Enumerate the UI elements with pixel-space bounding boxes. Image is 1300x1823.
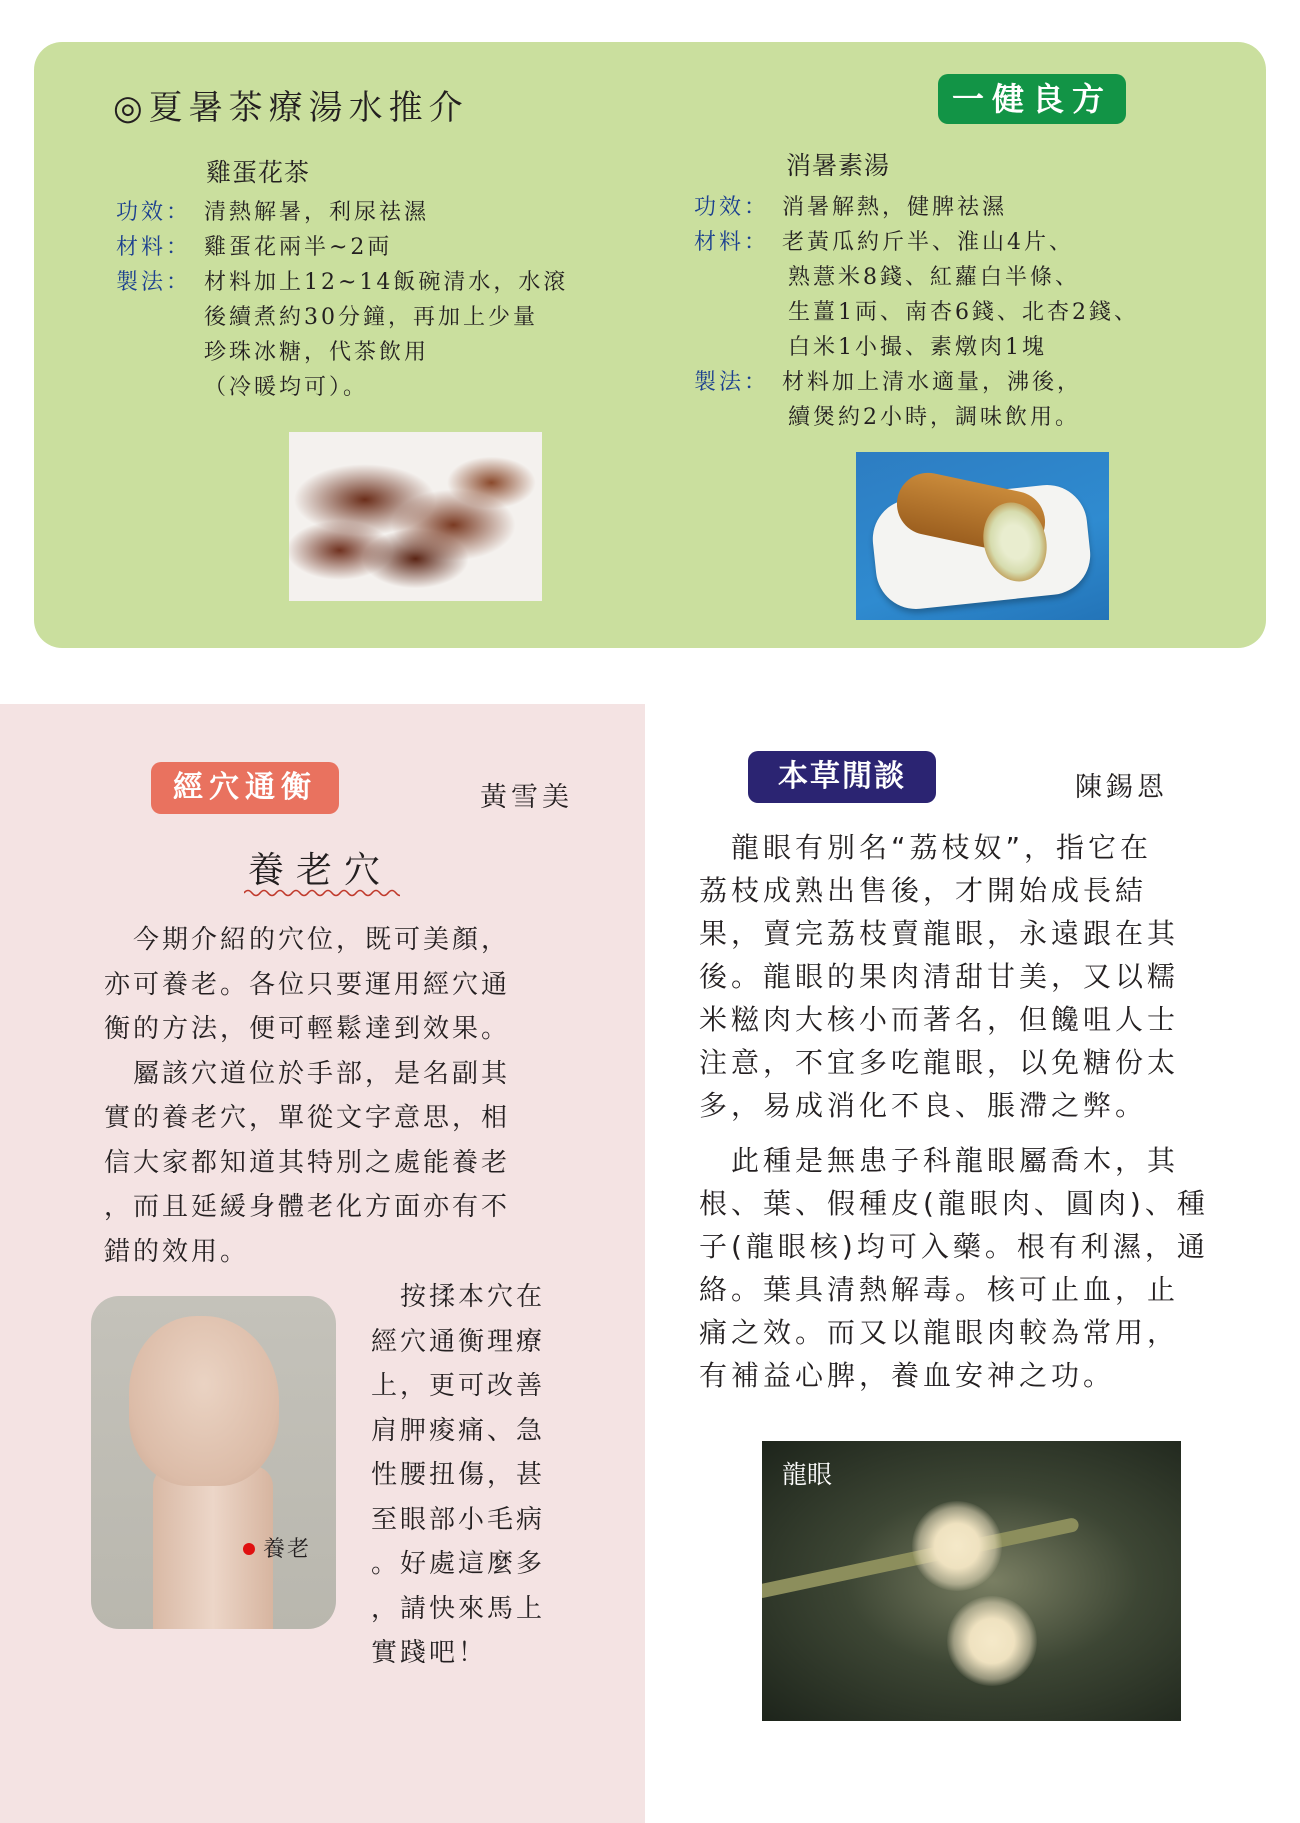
recipe-name: 雞蛋花茶 [206, 158, 311, 187]
body-line: 肩胛痠痛、急 [371, 1415, 546, 1446]
body-line: 屬該穴道位於手部，是名副其 [104, 1058, 511, 1089]
ingredients-label: 材料： [116, 235, 192, 260]
body-line: 實踐吧！ [371, 1638, 488, 1668]
body-line: 實的養老穴，單從文字意思，相 [104, 1103, 511, 1133]
method-line: 材料加上清水適量，沸後， [782, 370, 1083, 395]
acupoint-body [104, 918, 574, 1274]
method-label: 製法： [694, 370, 770, 395]
recipe-ingredients-row [116, 230, 392, 265]
method-line: 續煲約2小時，調味飲用。 [788, 405, 1080, 430]
ingredients-text: 雞蛋花兩半~2両 [204, 235, 393, 260]
body-line: 性腰扭傷，甚 [371, 1460, 546, 1490]
recipe-summer-veg-soup [694, 148, 1254, 438]
recipe-ingredients-row [694, 225, 1074, 260]
body-line: 。好處這麼多 [371, 1549, 546, 1579]
body-line: 今期介紹的穴位，既可美顏， [104, 925, 511, 955]
paragraph-gap [699, 1127, 1219, 1139]
body-line: 此種是無患子科龍眼屬喬木，其 [699, 1144, 1180, 1177]
fist-shape [129, 1316, 279, 1486]
ingredients-label: 材料： [694, 230, 770, 255]
recipe-method-row [694, 365, 1082, 400]
acupoint-title: 養老穴 [248, 850, 393, 891]
column-badge-jingxue: 經穴通衡 [151, 762, 339, 814]
body-line: 米糍肉大核小而著名，但饞咀人士 [699, 1003, 1180, 1036]
author-name: 黃雪美 [480, 782, 573, 813]
recipe-effect-row [694, 190, 1007, 225]
body-line: 多，易成消化不良、脹滯之弊。 [699, 1089, 1148, 1122]
recipe-method-row [116, 265, 568, 300]
wavy-underline [244, 888, 400, 898]
body-line: 信大家都知道其特別之處能養老 [104, 1147, 511, 1178]
body-line: ，請快來馬上 [371, 1593, 546, 1624]
body-line: ，而且延緩身體老化方面亦有不 [104, 1192, 511, 1222]
method-label: 製法： [116, 270, 192, 295]
recipe-name: 消暑素湯 [786, 151, 891, 180]
author-name: 陳錫恩 [1075, 772, 1168, 803]
recipe-effect-row [116, 195, 429, 230]
body-line: 子(龍眼核)均可入藥。根有利濕，通 [699, 1230, 1209, 1263]
body-line: 亦可養老。各位只要運用經穴通 [104, 969, 511, 1000]
herb-body [699, 826, 1219, 1397]
longan-flower-photo [762, 1441, 1181, 1721]
body-line: 經穴通衡理療 [371, 1326, 546, 1357]
body-line: 有補益心脾，養血安神之功。 [699, 1359, 1116, 1392]
body-line: 根、葉、假種皮(龍眼肉、圓肉)、種 [699, 1187, 1209, 1220]
body-line: 果，賣完荔枝賣龍眼，永遠跟在其 [699, 917, 1180, 950]
ingredients-line: 生薑1両、南杏6錢、北杏2錢、 [788, 300, 1139, 325]
body-line: 絡。葉具清熱解毒。核可止血，止 [699, 1273, 1180, 1306]
forearm-shape [153, 1466, 273, 1629]
flower-shape [947, 1596, 1037, 1686]
dried-egg-flower-photo [289, 432, 542, 601]
effect-label: 功效： [116, 200, 192, 225]
body-line: 痛之效。而又以龍眼肉較為常用， [699, 1316, 1180, 1349]
acupoint-marker-label: 養老 [263, 1537, 312, 1562]
body-line: 至眼部小毛病 [371, 1504, 546, 1535]
column-badge-yijian: 一健良方 [938, 74, 1126, 124]
wrist-acupoint-photo [91, 1296, 336, 1629]
acupoint-body-continued [371, 1275, 571, 1676]
method-line: 材料加上12~14飯碗清水，水滾 [204, 270, 569, 295]
ingredients-line: 老黃瓜約斤半、淮山4片、 [782, 230, 1074, 255]
body-line: 錯的效用。 [104, 1236, 250, 1267]
column-badge-bencao: 本草閒談 [748, 751, 936, 803]
old-cucumber-photo [856, 452, 1109, 620]
body-line: 上，更可改善 [371, 1371, 546, 1401]
section-title: ◎夏暑茶療湯水推介 [113, 88, 469, 128]
flower-shape [912, 1501, 1002, 1591]
effect-text: 消暑解熱，健脾祛濕 [782, 195, 1008, 220]
photo-caption: 龍眼 [782, 1460, 833, 1489]
body-line: 按揉本穴在 [371, 1282, 546, 1312]
ingredients-line: 白米1小撮、素燉肉1塊 [788, 335, 1047, 360]
body-line: 注意，不宜多吃龍眼，以免糖份太 [699, 1046, 1180, 1079]
body-line: 荔枝成熟出售後，才開始成長結 [699, 874, 1148, 907]
body-line: 後。龍眼的果肉清甜甘美，又以糯 [699, 960, 1180, 993]
effect-text: 清熱解暑，利尿祛濕 [204, 200, 430, 225]
acupoint-marker [243, 1543, 255, 1555]
ingredients-line: 熟薏米8錢、紅蘿白半條、 [788, 265, 1080, 290]
body-line: 龍眼有別名“荔枝奴”，指它在 [699, 831, 1153, 864]
recipe-egg-flower-tea [116, 155, 636, 415]
body-line: 衡的方法，便可輕鬆達到效果。 [104, 1014, 511, 1044]
method-line: （冷暖均可）。 [204, 375, 369, 400]
method-line: 珍珠冰糖，代茶飲用 [204, 340, 430, 365]
effect-label: 功效： [694, 195, 770, 220]
method-line: 後續煮約30分鐘，再加上少量 [204, 305, 538, 330]
